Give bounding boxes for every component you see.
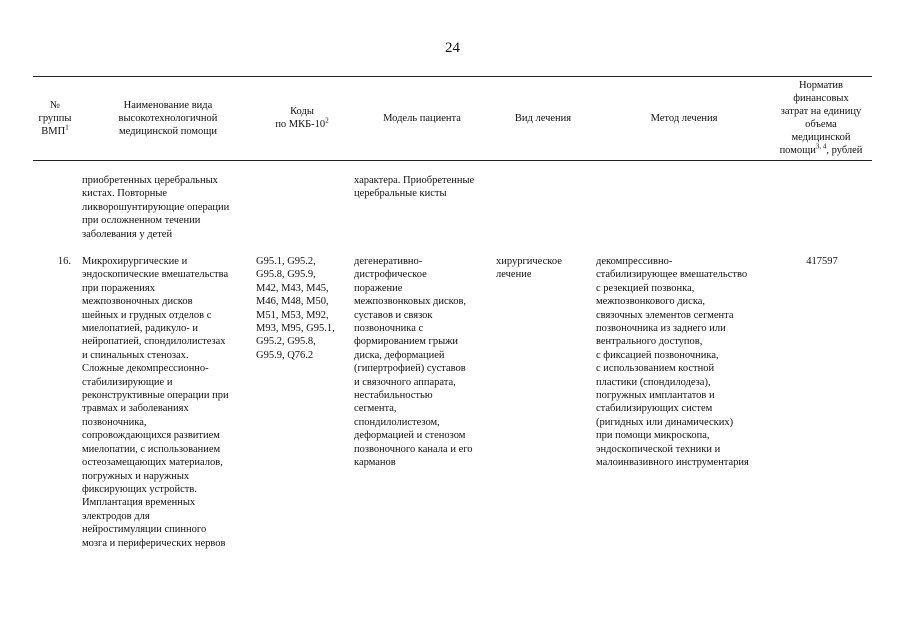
header-financial-norm-footnote: 3, 4 bbox=[815, 142, 827, 151]
row2-patient-model: дегенеративно- дистрофическое поражение межпозвонковых дисков, суставов и связок позвоночника с формированием грыжи диска, деформацией (гипертрофией) суставов и связочного аппарата, нестабильностью сегмента, спондилолистезом, деформацией и стенозом позвоночного канала и его карманов bbox=[354, 256, 473, 469]
header-financial-norm-unit: , рублей bbox=[826, 145, 863, 156]
header-icd-codes-text: Коды по МКБ-10 bbox=[275, 106, 326, 130]
header-financial-norm-text: Норматив финансовых затрат на единицу объема медицинской помощи bbox=[779, 80, 862, 156]
row1-patient-model: характера. Приобретенные церебральные кисты bbox=[354, 175, 475, 200]
header-treatment-type-text: Вид лечения bbox=[514, 112, 572, 124]
header-icd-codes-footnote: 2 bbox=[325, 116, 329, 125]
row2-care-name: Микрохирургические и эндоскопические вмешательства при поражениях межпозвоночных дисков шейных и грудных отделов с миелопатией, радикуло- и нейропатией, спондилолистезах и спинальных стенозах. Сложные декомпрессионно- стабилизирующие и реконструктивные операции при травмах и заболеваниях позвоночника, сопровождающихся развитием миелопатии, с использованием остеозамещающих материалов, погружных и наружных фиксирующих устройств. Имплантация временных электродов для нейростимуляции спинного мозга и периферических нервов bbox=[82, 256, 229, 549]
header-care-name-text: Наименование вида высокотехнологичной медицинской помощи bbox=[118, 99, 218, 137]
row2-group-number: 16. bbox=[57, 256, 71, 267]
header-financial-norm bbox=[770, 76, 872, 160]
header-treatment-method-text: Метод лечения bbox=[650, 112, 718, 124]
header-patient-model-text: Модель пациента bbox=[383, 112, 461, 124]
page-number: 24 bbox=[445, 40, 460, 56]
row2-treatment-type: хирургическое лечение bbox=[496, 256, 562, 281]
header-group-number-text: № группы ВМП bbox=[38, 99, 72, 137]
table-header-rule bbox=[33, 160, 872, 161]
row2-financial-norm: 417597 bbox=[806, 256, 838, 267]
header-group-number bbox=[33, 76, 77, 160]
row2-treatment-method: декомпрессивно- стабилизирующее вмешательство с резекцией позвонка, межпозвонкового диска, связочных элементов сегмента позвоночника из заднего или вентрального доступов, с фиксацией позвоночника, с использованием костной пластики (спондилодеза), погружных имплантатов и стабилизирующих систем (ригидных или динамических) при помощи микроскопа, эндоскопической техники и малоинвазивного инструментария bbox=[596, 256, 749, 469]
header-care-name bbox=[84, 76, 252, 160]
header-group-number-footnote: 1 bbox=[65, 123, 69, 131]
header-treatment-type bbox=[494, 76, 592, 160]
header-patient-model bbox=[352, 76, 492, 160]
header-icd-codes bbox=[254, 76, 350, 160]
row1-care-name: приобретенных церебральных кистах. Повторные ликворошунтирующие операции при осложненном течении заболевания у детей bbox=[82, 175, 230, 240]
row2-icd-codes: G95.1, G95.2, G95.8, G95.9, M42, M43, M45, M46, M48, M50, M51, M53, M92, M93, M95, G95.1, G95.2, G95.8, G95.9, Q76.2 bbox=[256, 256, 335, 361]
header-treatment-method bbox=[594, 76, 774, 160]
